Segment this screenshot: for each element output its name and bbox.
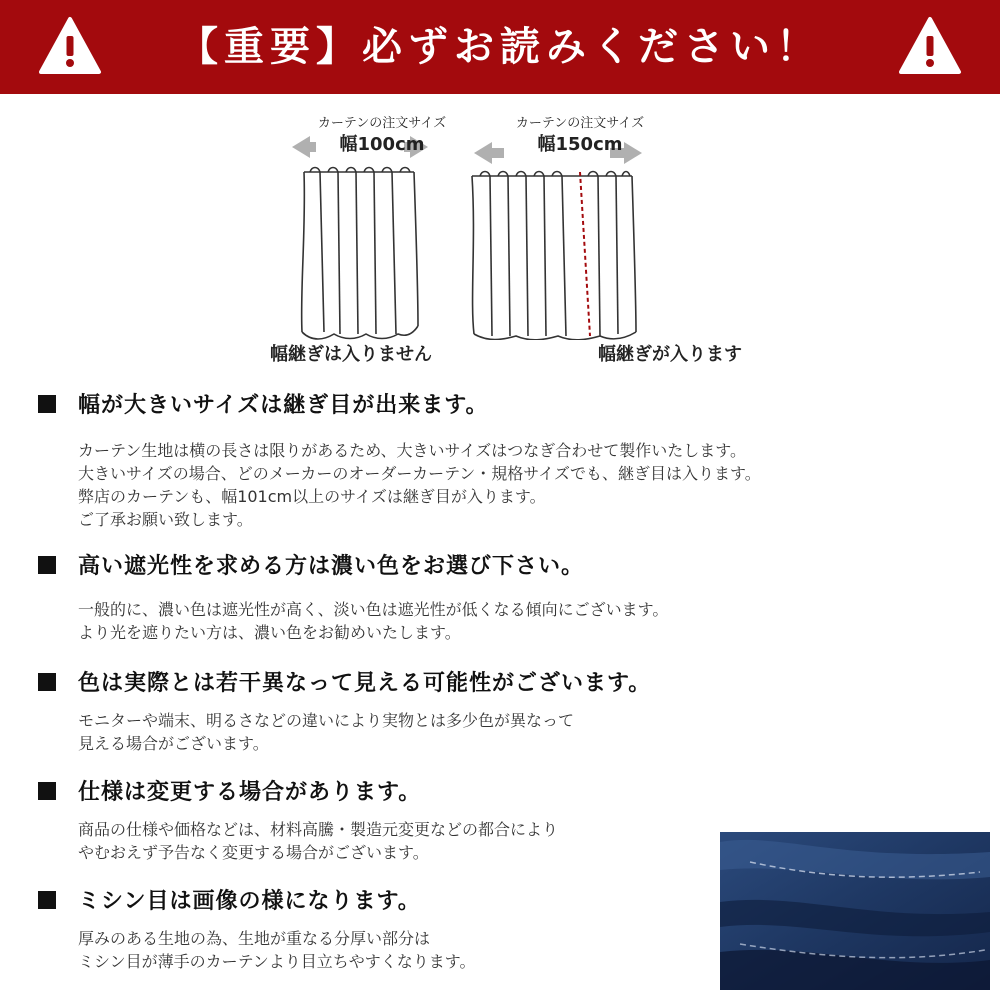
size-value: 幅150cm bbox=[537, 134, 623, 155]
section-heading: 仕様は変更する場合があります。 bbox=[78, 780, 422, 805]
bullet-square-icon bbox=[38, 782, 56, 800]
section-body bbox=[78, 439, 761, 531]
bullet-square-icon bbox=[38, 673, 56, 691]
body-line: 一般的に、濃い色は遮光性が高く、淡い色は遮光性が低くなる傾向にございます。 bbox=[78, 600, 669, 619]
body-line: 見える場合がございます。 bbox=[78, 734, 269, 753]
body-line: ミシン目が薄手のカーテンより目立ちやすくなります。 bbox=[78, 952, 476, 971]
notice-section bbox=[38, 775, 558, 864]
banner-title: 【重要】必ずお読みください！ bbox=[178, 24, 822, 70]
curtain-drawing bbox=[472, 172, 636, 340]
body-line: 商品の仕様や価格などは、材料高騰・製造元変更などの都合により bbox=[78, 820, 559, 839]
figure-caption: 幅継ぎが入ります bbox=[598, 344, 742, 365]
section-body bbox=[78, 818, 558, 864]
section-body bbox=[78, 927, 476, 973]
section-body bbox=[78, 598, 668, 644]
body-line: モニターや端末、明るさなどの違いにより実物とは多少色が異なって bbox=[78, 711, 575, 730]
section-body bbox=[78, 709, 651, 755]
size-value: 幅100cm bbox=[339, 134, 425, 155]
section-heading: 高い遮光性を求める方は濃い色をお選び下さい。 bbox=[78, 554, 585, 579]
bullet-square-icon bbox=[38, 395, 56, 413]
notice-section bbox=[38, 549, 668, 644]
size-label: カーテンの注文サイズ bbox=[515, 116, 645, 131]
section-heading: 色は実際とは若干異なって見える可能性がございます。 bbox=[78, 671, 652, 696]
bullet-square-icon bbox=[38, 891, 56, 909]
notice-section bbox=[38, 666, 651, 755]
notice-section bbox=[38, 884, 476, 973]
section-heading: ミシン目は画像の様になります。 bbox=[78, 889, 421, 914]
body-line: 弊店のカーテンも、幅101cm以上のサイズは継ぎ目が入ります。 bbox=[78, 487, 546, 506]
body-line: 大きいサイズの場合、どのメーカーのオーダーカーテン・規格サイズでも、継ぎ目は入ります。 bbox=[78, 464, 761, 483]
warning-icon bbox=[898, 16, 962, 76]
size-label: カーテンの注文サイズ bbox=[317, 116, 447, 131]
body-line: 厚みのある生地の為、生地が重なる分厚い部分は bbox=[78, 929, 431, 948]
curtain-drawing bbox=[302, 168, 418, 340]
body-line: ご了承お願い致します。 bbox=[78, 510, 253, 529]
section-heading: 幅が大きいサイズは継ぎ目が出来ます。 bbox=[78, 393, 489, 418]
figure-caption: 幅継ぎは入りません bbox=[270, 344, 432, 365]
bullet-square-icon bbox=[38, 556, 56, 574]
body-line: やむおえず予告なく変更する場合がございます。 bbox=[78, 843, 429, 862]
fabric-stitch-photo bbox=[720, 832, 990, 990]
seam-line bbox=[580, 172, 590, 336]
body-line: カーテン生地は横の長さは限りがあるため、大きいサイズはつなぎ合わせて製作いたします。 bbox=[78, 441, 747, 460]
body-line: より光を遮りたい方は、濃い色をお勧めいたします。 bbox=[78, 623, 461, 642]
notice-section bbox=[38, 388, 761, 531]
curtain-figure-150 bbox=[460, 100, 742, 370]
